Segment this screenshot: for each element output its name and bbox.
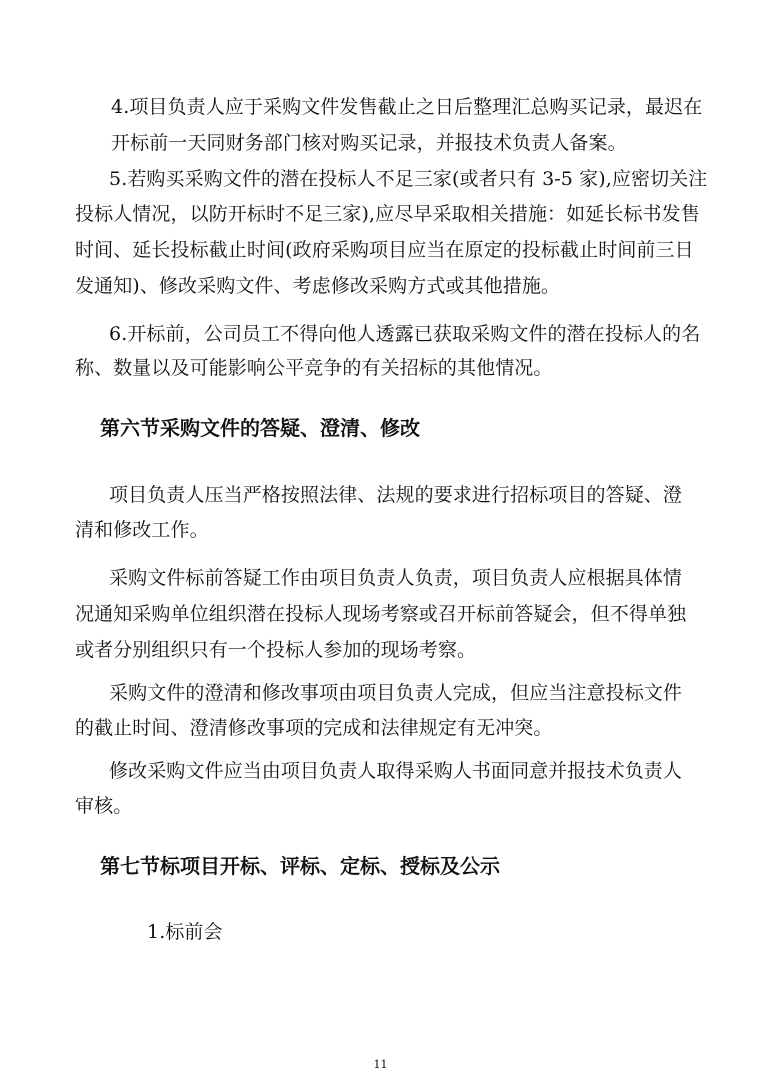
text-line: 清和修改工作。 bbox=[75, 519, 209, 541]
text-line: 开标前一天同财务部门核对购买记录，并报技术负责人备案。 bbox=[111, 132, 627, 154]
page-number: 11 bbox=[373, 1058, 388, 1071]
text-line: 发通知)、修改采购文件、考虑修改采购方式或其他措施。 bbox=[75, 275, 561, 297]
text-line: 况通知采购单位组织潜在投标人现场考察或召开标前答疑会，但不得单独 bbox=[75, 603, 687, 625]
section-heading-6: 第六节采购文件的答疑、澄清、修改 bbox=[100, 416, 420, 440]
text-line: 5.若购买采购文件的潜在投标人不足三家(或者只有 3-5 家),应密切关注 bbox=[109, 168, 708, 190]
text-line: 审核。 bbox=[75, 795, 133, 817]
text-line: 时间、延长投标截止时间(政府采购项目应当在原定的投标截止时间前三日 bbox=[75, 239, 694, 261]
list-item-pre-bid-meeting: 1.标前会 bbox=[147, 921, 223, 943]
text-line: 称、数量以及可能影响公平竞争的有关招标的其他情况。 bbox=[75, 357, 553, 379]
text-line: 修改采购文件应当由项目负责人取得采购人书面同意并报技术负责人 bbox=[109, 760, 683, 782]
text-line: 采购文件标前答疑工作由项目负责人负责，项目负责人应根据具体情 bbox=[109, 567, 683, 589]
text-line: 4.项目负责人应于采购文件发售截止之日后整理汇总购买记录，最迟在 bbox=[111, 96, 703, 118]
text-line: 或者分别组织只有一个投标人参加的现场考察。 bbox=[75, 639, 477, 661]
text-line: 的截止时间、澄清修改事项的完成和法律规定有无冲突。 bbox=[75, 717, 553, 739]
text-line: 投标人情况，以防开标时不足三家),应尽早采取相关措施：如延长标书发售 bbox=[75, 203, 700, 225]
text-line: 采购文件的澄清和修改事项由项目负责人完成，但应当注意投标文件 bbox=[109, 682, 683, 704]
text-line: 6.开标前，公司员工不得向他人透露已获取采购文件的潜在投标人的名 bbox=[109, 323, 701, 345]
text-line: 项目负责人压当严格按照法律、法规的要求进行招标项目的答疑、澄 bbox=[109, 484, 683, 506]
section-heading-7: 第七节标项目开标、评标、定标、授标及公示 bbox=[100, 854, 500, 878]
